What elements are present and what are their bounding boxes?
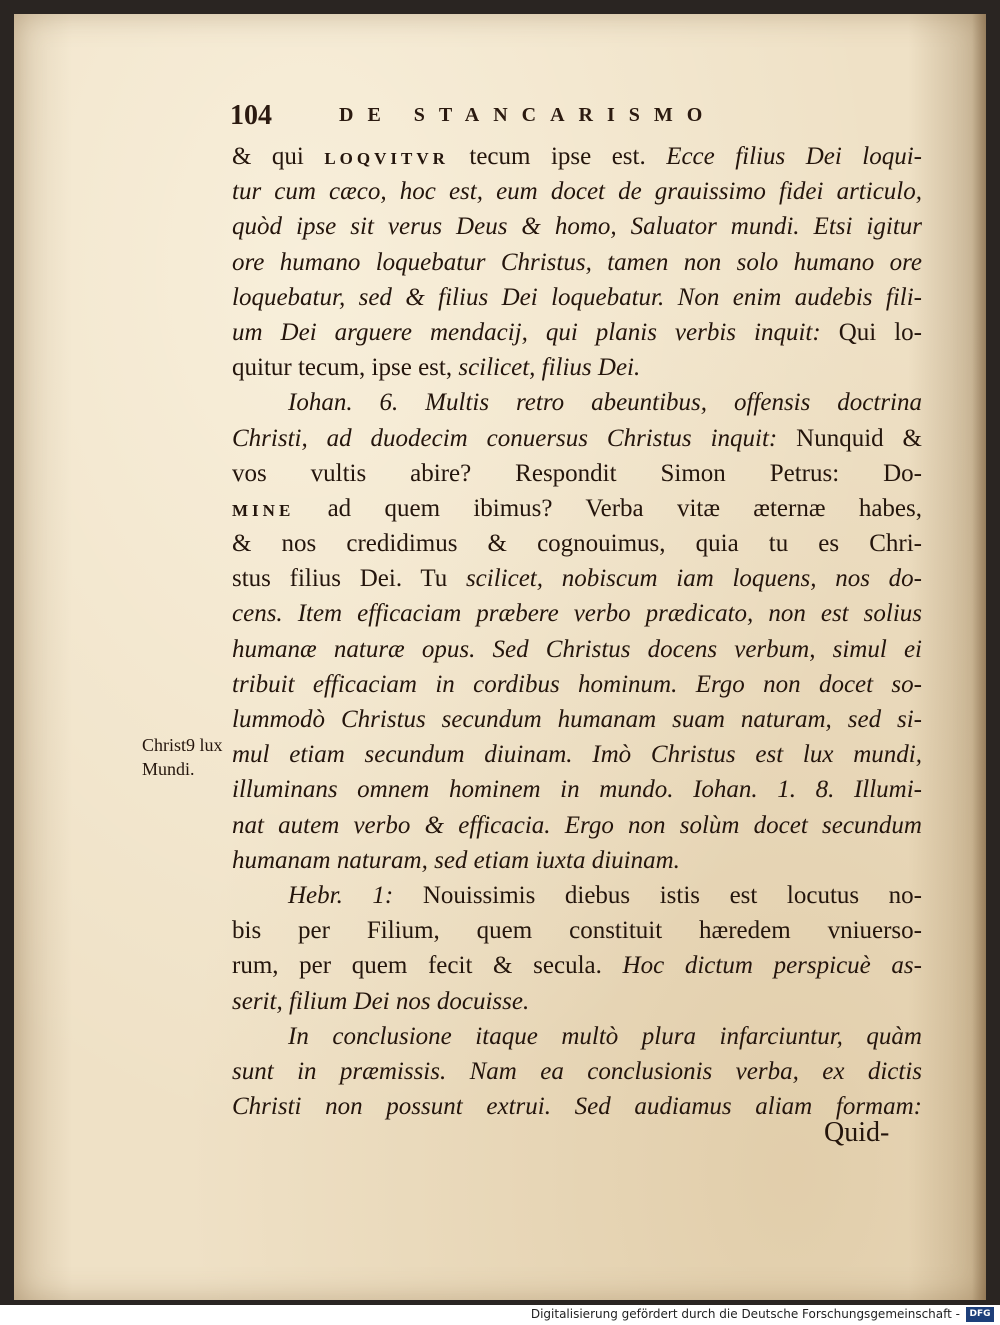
- text-segment: quitur tecum, ipse est,: [232, 354, 459, 382]
- text-line: [232, 596, 922, 631]
- text-line: [232, 632, 922, 667]
- italic-segment: Hoc dictum perspicuè as-: [622, 952, 922, 980]
- italic-segment: Hebr. 1:: [288, 881, 423, 909]
- italic-segment: scilicet, filius Dei.: [458, 354, 641, 382]
- text-line: [232, 350, 922, 385]
- text-line: [232, 878, 922, 913]
- italic-segment: illuminans omnem hominem in mundo. Iohan. 1. 8. Illumi-: [232, 776, 922, 804]
- italic-segment: tur cum cæco, hoc est, eum docet de grauissimo fidei articulo,: [232, 178, 922, 206]
- page-number: 104: [230, 100, 272, 131]
- text-line: [232, 737, 922, 772]
- italic-segment: Christi non possunt extrui. Sed audiamus aliam formam:: [232, 1093, 922, 1121]
- italic-segment: serit, filium Dei nos docuisse.: [232, 987, 530, 1015]
- text-segment: & qui: [232, 143, 325, 170]
- text-segment: bis per Filium, quem constituit hæredem vniuerso-: [232, 917, 922, 945]
- italic-segment: Iohan. 6. Multis retro abeuntibus, offensis doctrina: [288, 389, 922, 417]
- text-segment: Nunquid &: [796, 424, 922, 452]
- italic-segment: scilicet, nobiscum iam loquens, nos do-: [465, 565, 922, 593]
- italic-segment: humanæ naturæ opus. Sed Christus docens verbum, simul ei: [232, 635, 922, 663]
- text-line: [232, 667, 922, 702]
- italic-segment: In conclusione itaque multò plura infarciuntur, quàm: [288, 1022, 922, 1050]
- text-line: [232, 385, 922, 420]
- text-line: [232, 808, 922, 843]
- italic-segment: um Dei arguere mendacij, qui planis verbis inquit:: [232, 318, 839, 346]
- body-text: [232, 139, 922, 1124]
- italic-segment: Christi, ad duodecim conuersus Christus inquit:: [232, 424, 797, 452]
- italic-segment: tribuit efficaciam in cordibus hominum. Ergo non docet so-: [232, 670, 922, 698]
- margin-note-line: Christ9 lux: [142, 735, 223, 755]
- text-segment: vos vultis abire? Respondit Simon Petrus: Do-: [232, 459, 922, 487]
- italic-segment: quòd ipse sit verus Deus & homo, Saluator mundi. Etsi igitur: [232, 213, 922, 241]
- text-line: [232, 456, 922, 491]
- text-segment: & nos credidimus & cognouimus, quia tu es Chri-: [232, 530, 922, 558]
- italic-segment: ore humano loquebatur Christus, tamen non solo humano ore: [232, 248, 922, 276]
- italic-segment: mul etiam secundum diuinam. Imò Christus est lux mundi,: [232, 741, 922, 769]
- text-line: [232, 491, 922, 526]
- text-line: [232, 526, 922, 561]
- page-header: [14, 98, 986, 138]
- text-line: [232, 139, 922, 174]
- text-segment: stus filius Dei. Tu: [232, 565, 466, 593]
- text-segment: Qui lo-: [838, 318, 922, 346]
- text-segment: rum, per quem fecit & secula.: [232, 952, 623, 980]
- text-line: [232, 843, 922, 878]
- text-line: [232, 913, 922, 948]
- running-head: DE STANCARISMO: [339, 104, 717, 126]
- text-line: [232, 1019, 922, 1054]
- text-line: [232, 209, 922, 244]
- margin-note: [142, 733, 252, 781]
- italic-segment: Ecce filius Dei loqui-: [666, 143, 922, 170]
- italic-segment: lummodò Christus secundum humanam suam naturam, sed si-: [232, 706, 922, 733]
- text-line: [232, 421, 922, 456]
- text-line: [232, 561, 922, 596]
- margin-note-line: Mundi.: [142, 759, 195, 779]
- text-line: [232, 772, 922, 807]
- text-line: [232, 1054, 922, 1089]
- text-line: [232, 280, 922, 315]
- small-caps-word: LOQVITVR: [324, 149, 449, 168]
- italic-segment: nat autem verbo & efficacia. Ergo non solùm docet secundum: [232, 811, 922, 839]
- text-segment: Nouissimis diebus istis est locutus no-: [422, 881, 923, 909]
- catchword: Quid-: [824, 1117, 890, 1148]
- text-line: [232, 315, 922, 350]
- funding-credit: Digitalisierung gefördert durch die Deutsche Forschungsgemeinschaft -: [530, 1307, 960, 1321]
- italic-segment: loquebatur, sed & filius Dei loquebatur. Non enim audebis fili-: [232, 283, 922, 311]
- italic-segment: sunt in præmissis. Nam ea conclusionis verba, ex dictis: [232, 1057, 922, 1085]
- text-line: [232, 984, 922, 1019]
- text-line: [232, 948, 922, 983]
- small-caps-word: MINE: [232, 500, 295, 520]
- italic-segment: humanam naturam, sed etiam iuxta diuinam.: [232, 846, 680, 874]
- text-segment: tecum ipse est.: [448, 143, 667, 170]
- text-segment: ad quem ibimus? Verba vitæ æternæ habes,: [294, 494, 922, 522]
- italic-segment: cens. Item efficaciam præbere verbo prædicato, non est solius: [232, 600, 922, 628]
- text-line: [232, 1089, 922, 1124]
- digitization-footer: [0, 1305, 1000, 1325]
- text-line: [232, 702, 922, 737]
- text-line: [232, 174, 922, 209]
- text-line: [232, 245, 922, 280]
- dfg-logo: DFG: [966, 1307, 994, 1322]
- book-page: [14, 14, 986, 1300]
